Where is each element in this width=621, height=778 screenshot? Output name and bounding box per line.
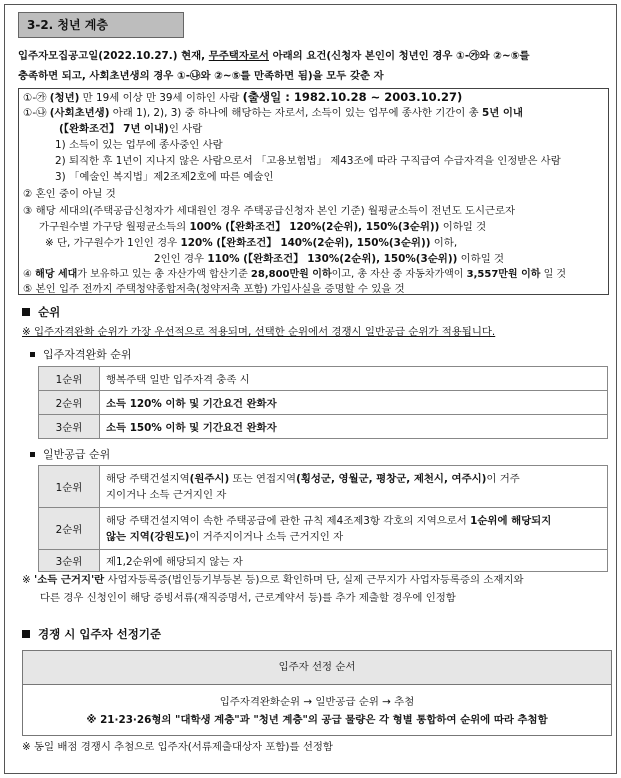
rank-cell: 2순위 — [39, 508, 100, 550]
desc-cell: 소득 150% 이하 및 기간요건 완화자 — [100, 415, 608, 439]
rank-cell: 3순위 — [39, 550, 100, 572]
selection-heading: 경쟁 시 입주자 선정기준 — [22, 626, 161, 642]
criterion-1b: ①-㉯ (사회초년생) 아래 1), 2), 3) 중 하나에 해당하는 자로서, 소득이 있는 업무에 종사한 기간이 총 5년 이내 — [23, 107, 523, 119]
table-row — [39, 550, 608, 572]
criterion-1b-item: 3) 「예술인 복지법」제2조제2호에 따른 예술인 — [55, 171, 274, 183]
criterion-1b-item: 2) 퇴직한 후 1년이 지나지 않은 사람으로서 「고용보험법」 제43조에 따라 구직급여 수급자격을 인정받은 사람 — [55, 155, 561, 167]
table-row — [39, 391, 608, 415]
final-note: ※ 동일 배점 경쟁시 추첨으로 입주자(서류제출대상자 포함)를 선정함 — [22, 741, 333, 753]
rank-cell: 2순위 — [39, 391, 100, 415]
priority-note: ※ 입주자격완화 순위가 가장 우선적으로 적용되며, 선택한 순위에서 경쟁시 일반공급 순위가 적용됩니다. — [22, 326, 496, 338]
selection-order: 입주자격완화순위 → 일반공급 순위 → 추첨 — [219, 696, 415, 708]
relaxed-heading: 입주자격완화 순위 — [30, 346, 132, 362]
eligibility-intro: 입주자모집공고일(2022.10.27.) 현재, 무주택자로서 아래의 요건(신청자 본인이 청년인 경우 ①-㉮와 ②~⑤를 충족하면 되고, 사회초년생의 경우 ①-㉯와 ②~⑤를 만족하면 됨)을 모두 갖춘 자 — [18, 50, 530, 82]
criterion-4: ④ 해당 세대가 보유하고 있는 총 자산가액 합산기준 28,800만원 이하이고, 총 자산 중 자동차가액이 3,557만원 이하 일 것 — [23, 269, 567, 280]
rank-cell: 1순위 — [39, 367, 100, 391]
criteria-box — [18, 88, 609, 295]
desc-cell: 소득 120% 이하 및 기간요건 완화자 — [100, 391, 608, 415]
rank-cell: 3순위 — [39, 415, 100, 439]
selection-note: ※ 21·23·26형의 "대학생 계층"과 "청년 계층"의 공급 물량은 각 형별 통합하여 순위에 따라 추첨함 — [86, 714, 548, 726]
section-title: 3-2. 청년 계층 — [18, 12, 184, 38]
criterion-3-cont: 가구원수별 가구당 월평균소득의 100% (【완화조건】 120%(2순위), 150%(3순위)) 이하일 것 — [39, 221, 487, 233]
table-row — [39, 466, 608, 508]
table-row — [39, 508, 608, 550]
rank-cell: 1순위 — [39, 466, 100, 508]
criterion-5: ⑤ 본인 입주 전까지 주택청약종합저축(청약저축 포함) 가입사실을 증명할 수 있을 것 — [23, 283, 405, 295]
criterion-1a: ①-㉮ (청년) 만 19세 이상 만 39세 이하인 사람 (출생일 : 1982.10.28 ~ 2003.10.27) — [23, 90, 463, 104]
criterion-2: ② 혼인 중이 아닐 것 — [23, 188, 116, 200]
criterion-3-note: ※ 단, 가구원수가 1인인 경우 120% (【완화조건】 140%(2순위), 150%(3순위)) 이하, — [45, 237, 458, 249]
square-bullet-icon — [22, 308, 30, 316]
criterion-1b-item: 1) 소득이 있는 업무에 종사중인 사람 — [55, 139, 223, 151]
selection-table-body — [23, 685, 611, 735]
desc-cell: 해당 주택건설지역이 속한 주택공급에 관한 규칙 제4조제3항 각호의 지역으로서 1순위에 해당되지 않는 지역(강원도)이 거주지이거나 소득 근거지인 자 — [100, 508, 608, 550]
square-bullet-icon — [22, 630, 30, 638]
desc-cell: 행복주택 일반 입주자격 충족 시 — [100, 367, 608, 391]
desc-cell: 제1,2순위에 해당되지 않는 자 — [100, 550, 608, 572]
table-row — [39, 415, 608, 439]
bullet-icon — [30, 452, 35, 457]
desc-cell: 해당 주택건설지역(원주시) 또는 연접지역(횡성군, 영월군, 평창군, 제천시, 여주시)이 거주 지이거나 소득 근거지인 자 — [100, 466, 608, 508]
selection-table-header: 입주자 선정 순서 — [23, 651, 611, 685]
general-priority-table — [38, 465, 608, 572]
criterion-3-note: 2인인 경우 110% (【완화조건】 130%(2순위), 150%(3순위)) 이하일 것 — [154, 253, 505, 265]
footnote-cont: 다른 경우 신청인이 해당 증빙서류(재직증명서, 근로계약서 등)를 추가 제출할 경우에 인정함 — [40, 592, 456, 604]
criterion-1b-cont: (【완화조건】 7년 이내)인 사람 — [59, 123, 203, 135]
relaxed-priority-table — [38, 366, 608, 439]
selection-table — [22, 650, 612, 736]
general-heading: 일반공급 순위 — [30, 446, 110, 462]
priority-heading: 순위 — [22, 304, 60, 320]
table-row — [39, 367, 608, 391]
bullet-icon — [30, 352, 35, 357]
footnote: ※ '소득 근거지'란 사업자등록증(법인등기부등본 등)으로 확인하며 단, 실제 근무지가 사업자등록증의 소재지와 — [22, 574, 524, 586]
criterion-3: ③ 해당 세대의(주택공급신청자가 세대원인 경우 주택공급신청자 본인 기준) 월평균소득이 전년도 도시근로자 — [23, 205, 516, 217]
